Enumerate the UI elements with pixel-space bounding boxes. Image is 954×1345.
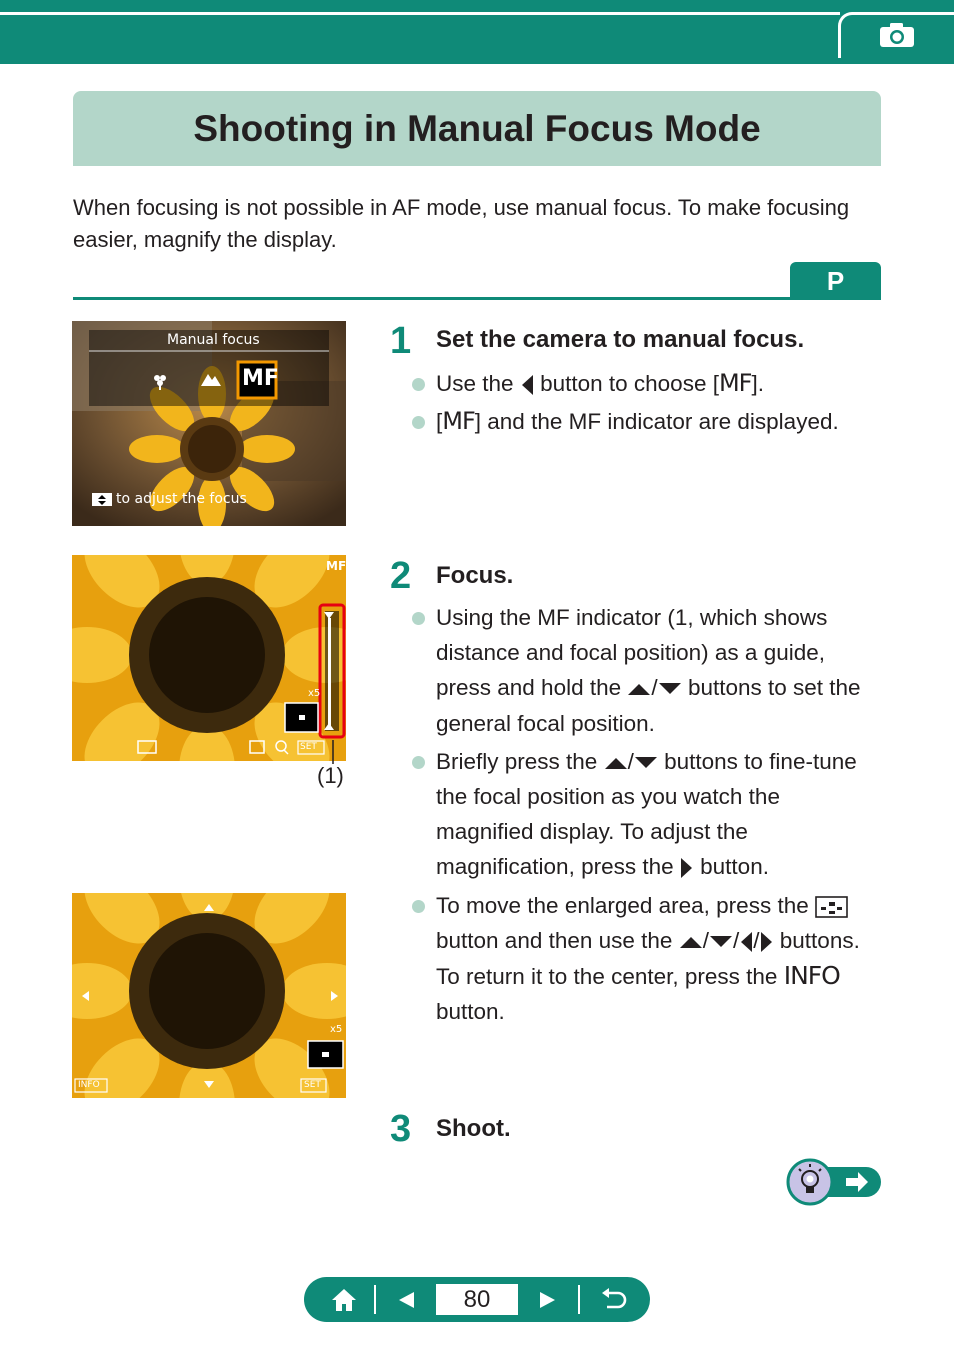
up-arrow-icon [604,756,628,770]
top-band-line [0,12,840,15]
page-title: Shooting in Manual Focus Mode [193,107,761,149]
right-arrow-icon [680,856,694,880]
nav-separator [578,1285,580,1314]
list-item: Briefly press the / buttons to fine-tune the focal position as you watch the magnified display. To adjust the magnification, press the button. [410,744,870,885]
nav-separator [374,1285,376,1314]
down-arrow-icon [709,935,733,949]
callout-label-1: (1) [317,763,344,788]
section-rule [73,297,881,300]
next-page-button[interactable] [528,1277,568,1322]
up-arrow-icon [627,682,651,696]
mf-corner-label: MF [326,559,346,573]
previous-arrow-icon [396,1290,416,1310]
step-1-bullets [410,366,880,439]
page-title-box [73,91,881,166]
left-arrow-icon [520,373,534,397]
menu-title: Manual focus [167,332,260,348]
step-1-title: Set the camera to manual focus. [436,326,805,353]
zoom-label: x5 [330,1024,343,1035]
bottom-navigation [304,1277,650,1322]
screen-manual-focus-menu [72,321,346,526]
down-arrow-icon [634,756,658,770]
list-item: Using the MF indicator (1, which shows distance and focal position) as a guide, press and hold the / buttons to set the general focal position. [410,600,870,741]
magnify-area-icon [815,895,849,919]
set-label: SET [304,1080,321,1090]
screen-mf-indicator [72,555,346,761]
intro-text: When focusing is not possible in AF mode, use manual focus. To make focusing easier, magnify the display. [73,195,850,252]
home-button[interactable] [320,1277,368,1322]
up-arrow-icon [679,935,703,949]
step-3-title: Shoot. [436,1115,511,1142]
down-arrow-icon [658,682,682,696]
return-icon [599,1288,627,1312]
list-item: Use the button to choose [MF]. [410,366,880,401]
info-label: INFO [78,1080,100,1090]
tips-link-button[interactable] [786,1158,882,1206]
next-arrow-icon [538,1290,558,1310]
screen-enlarged-area [72,893,346,1098]
shooting-mode-badge: P [790,262,881,300]
callout-line [330,740,336,764]
home-icon [330,1287,358,1313]
page-number: 80 [436,1284,518,1315]
info-icon: INFO [783,961,840,991]
camera-icon [879,22,915,48]
mf-icon: MF [718,369,752,397]
step-2-bullets [410,600,870,1029]
zoom-label: x5 [308,688,321,699]
step-2-title: Focus. [436,562,514,589]
step-1-number: 1 [390,320,412,362]
step-2-number: 2 [390,555,412,597]
set-label: SET [300,742,317,752]
mf-icon: MF [442,407,475,436]
mf-option: MF [242,366,279,391]
right-arrow-icon [760,930,774,954]
step-3-number: 3 [390,1108,412,1150]
adjust-focus-hint: to adjust the focus [116,491,247,507]
previous-page-button[interactable] [386,1277,426,1322]
left-arrow-icon [739,930,753,954]
top-band [0,0,954,64]
list-item: [MF] and the MF indicator are displayed. [410,404,880,439]
list-item: To move the enlarged area, press the button and then use the / / / buttons. To return it to the center, press the INFO button. [410,888,870,1030]
back-button[interactable] [588,1277,638,1322]
